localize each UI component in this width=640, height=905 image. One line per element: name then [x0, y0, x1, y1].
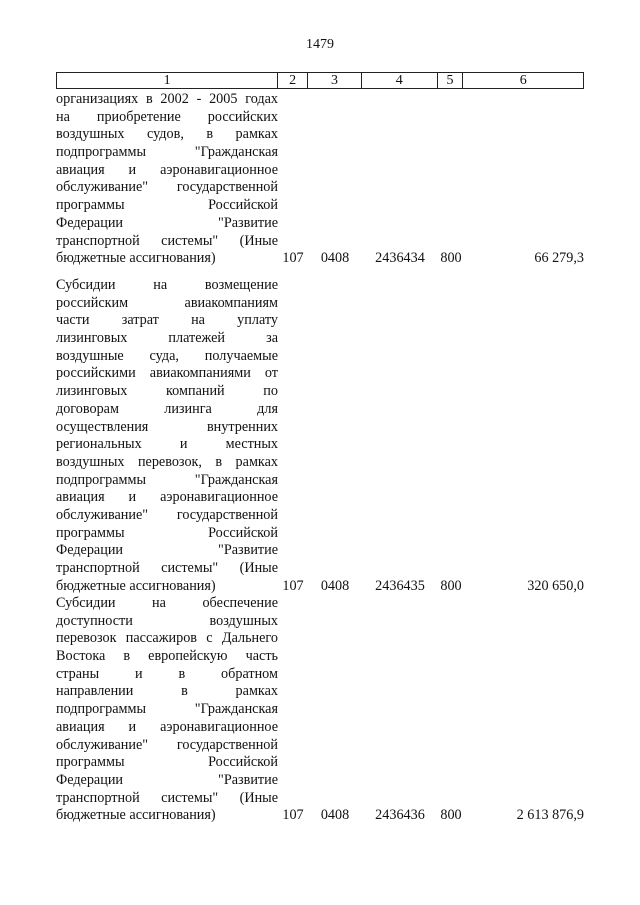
- table-header: [56, 72, 584, 89]
- column-header-5: 5: [438, 73, 464, 88]
- cell-target-article-code: 2436436: [375, 807, 425, 824]
- description-line: обслуживание" государственной: [56, 179, 278, 196]
- cell-amount: 2 613 876,9: [516, 807, 584, 824]
- description-line: транспортной системы" (Иные: [56, 560, 278, 576]
- description-line: программы Российской: [56, 754, 278, 771]
- description-line: Субсидии на возмещение: [56, 277, 278, 293]
- column-header-3: 3: [308, 73, 362, 88]
- description-line: программы Российской: [56, 524, 278, 541]
- description-line: воздушные суда, получаемые: [56, 347, 278, 364]
- description-line: лизинговых компаний по: [56, 383, 278, 400]
- description-line: бюджетные ассигнования): [56, 807, 216, 824]
- cell-amount: 320 650,0: [527, 577, 584, 594]
- cell-line-number: 107: [282, 250, 304, 267]
- description-line: воздушных судов, в рамках: [56, 126, 278, 143]
- description-line: транспортной системы" (Иные: [56, 789, 278, 806]
- row-description: [56, 277, 278, 595]
- column-header-4: 4: [362, 73, 438, 88]
- description-line: программы Российской: [56, 197, 278, 214]
- page-number: 1479: [306, 37, 334, 52]
- row-description: [56, 595, 278, 825]
- description-line: договорам лизинга для: [56, 400, 278, 417]
- cell-section-code: 0408: [320, 577, 350, 594]
- description-line: обслуживание" государственной: [56, 506, 278, 523]
- description-line: обслуживание" государственной: [56, 736, 278, 753]
- description-line: доступности воздушных: [56, 612, 278, 629]
- cell-expense-type-code: 800: [440, 250, 462, 267]
- description-line: перевозок пассажиров с Дальнего: [56, 630, 278, 647]
- cell-expense-type-code: 800: [440, 577, 462, 594]
- description-line: подпрограммы "Гражданская: [56, 144, 278, 161]
- column-header-2: 2: [278, 73, 308, 88]
- cell-section-code: 0408: [320, 250, 350, 267]
- description-line: Федерации "Развитие: [56, 771, 278, 788]
- description-line: авиация и аэронавигационное: [56, 161, 278, 178]
- description-line: бюджетные ассигнования): [56, 577, 216, 594]
- description-line: Федерации "Развитие: [56, 542, 278, 559]
- description-line: российскими авиакомпаниями от: [56, 365, 278, 382]
- description-line: осуществления внутренних: [56, 418, 278, 435]
- column-header-1: 1: [57, 73, 278, 88]
- description-line: подпрограммы "Гражданская: [56, 471, 278, 488]
- cell-amount: 66 279,3: [534, 250, 584, 267]
- description-line: российским авиакомпаниям: [56, 294, 278, 311]
- row-description: [56, 91, 278, 268]
- description-line: организациях в 2002 - 2005 годах: [56, 91, 278, 107]
- description-line: авиация и аэронавигационное: [56, 718, 278, 735]
- cell-target-article-code: 2436435: [375, 577, 425, 594]
- description-line: Востока в европейскую часть: [56, 648, 278, 665]
- cell-line-number: 107: [282, 807, 304, 824]
- cell-expense-type-code: 800: [440, 807, 462, 824]
- column-header-6: 6: [519, 73, 527, 88]
- description-line: Федерации "Развитие: [56, 214, 278, 231]
- description-line: транспортной системы" (Иные: [56, 232, 278, 249]
- cell-line-number: 107: [282, 577, 304, 594]
- description-line: Субсидии на обеспечение: [56, 595, 278, 611]
- description-line: авиация и аэронавигационное: [56, 489, 278, 506]
- cell-section-code: 0408: [320, 807, 350, 824]
- description-line: бюджетные ассигнования): [56, 250, 216, 267]
- description-line: страны и в обратном: [56, 665, 278, 682]
- description-line: на приобретение российских: [56, 108, 278, 125]
- description-line: части затрат на уплату: [56, 312, 278, 329]
- description-line: воздушных перевозок, в рамках: [56, 453, 278, 470]
- description-line: направлении в рамках: [56, 683, 278, 700]
- description-line: региональных и местных: [56, 436, 278, 453]
- description-line: лизинговых платежей за: [56, 330, 278, 347]
- cell-target-article-code: 2436434: [375, 250, 425, 267]
- description-line: подпрограммы "Гражданская: [56, 701, 278, 718]
